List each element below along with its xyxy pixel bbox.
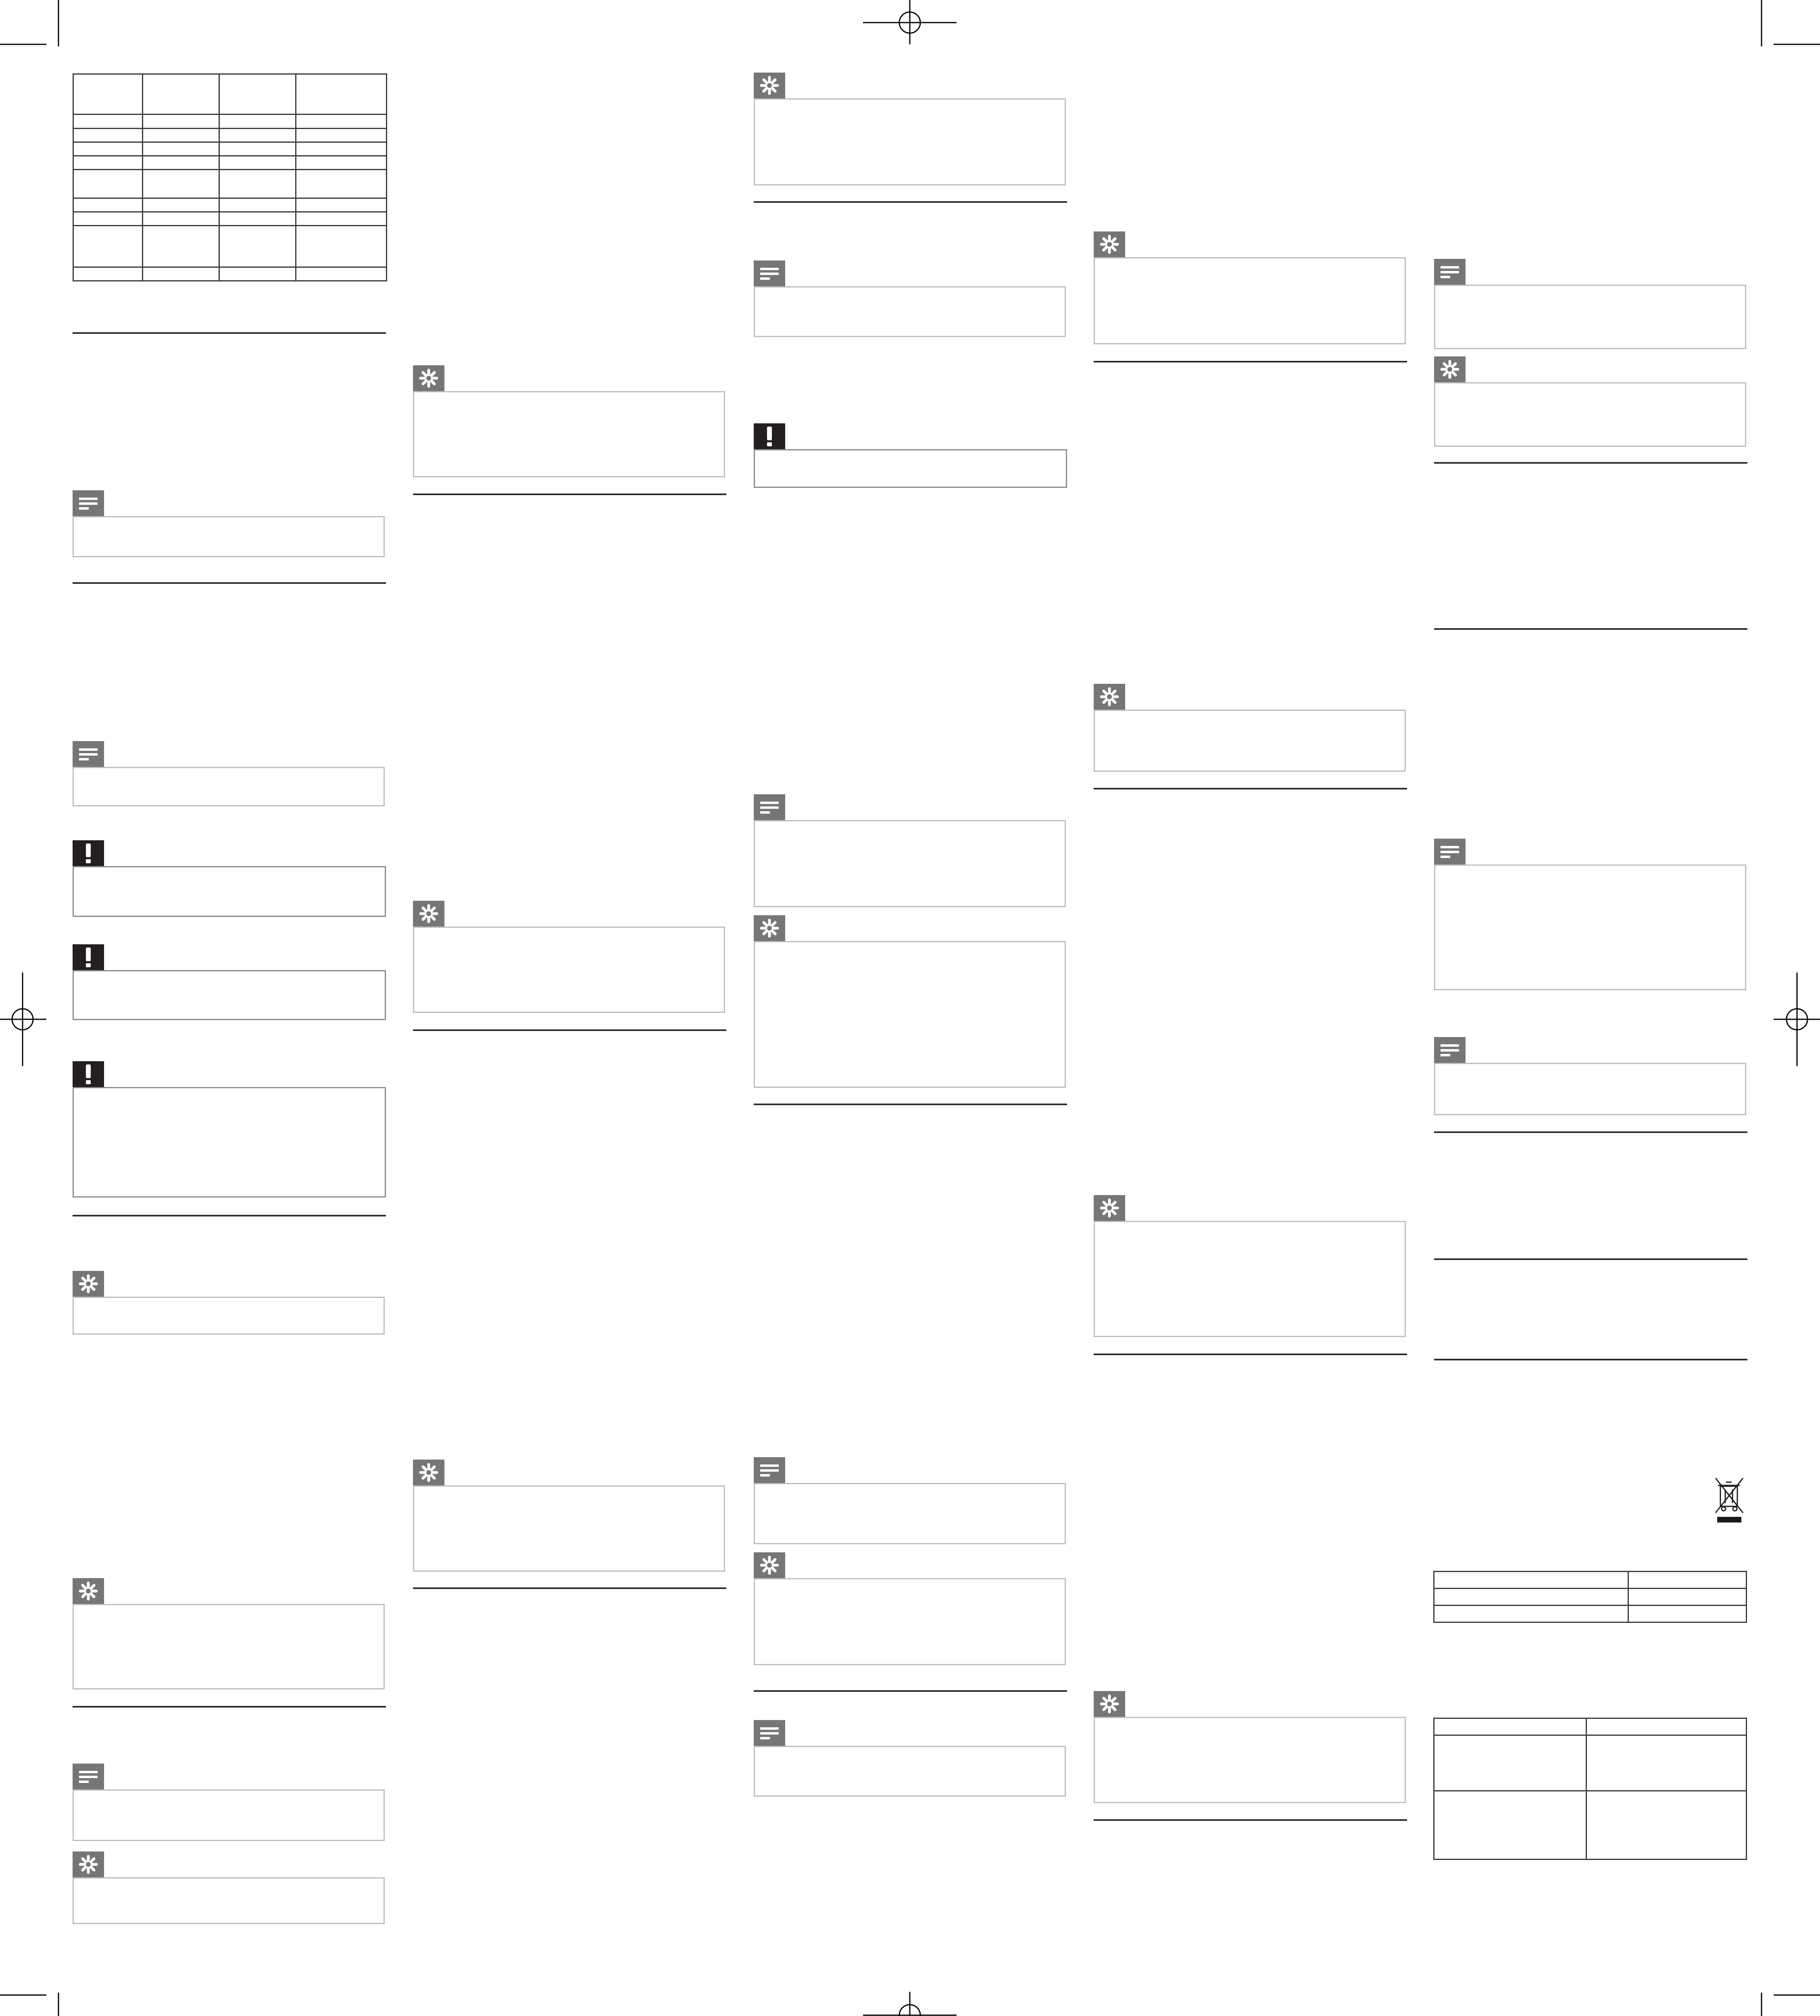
table-cell [1434, 1791, 1587, 1860]
note-callout-box [73, 767, 385, 806]
section-divider [754, 1104, 1067, 1105]
table-cell [219, 198, 296, 212]
tip-callout-box [413, 1485, 725, 1572]
note-lines-icon [754, 1720, 785, 1746]
table-cell [143, 267, 219, 281]
table-cell [1628, 1606, 1747, 1622]
section-divider [73, 1706, 386, 1708]
caution-callout-box [73, 866, 386, 917]
table-cell [296, 226, 387, 267]
tip-asterisk-icon [413, 1460, 444, 1485]
tip-callout-box [1094, 257, 1406, 344]
note-lines-icon [1434, 1037, 1466, 1063]
section-divider [1434, 1131, 1747, 1133]
tip-asterisk-icon [754, 73, 785, 98]
caution-callout-box [754, 449, 1067, 488]
table-cell [1434, 1718, 1587, 1735]
table-cell [143, 198, 219, 212]
tip-asterisk-icon [1434, 356, 1466, 382]
caution-exclamation-icon [73, 944, 104, 970]
spec-table-column-5-a [1433, 1571, 1747, 1623]
table-cell [296, 170, 387, 198]
note-callout-box [754, 1483, 1066, 1544]
tip-callout-box [73, 1604, 385, 1689]
section-divider [413, 494, 726, 495]
section-divider [73, 1215, 386, 1216]
table-cell [296, 156, 387, 170]
note-lines-icon [1434, 839, 1466, 864]
table-cell [73, 142, 143, 156]
table-cell [143, 74, 219, 115]
note-callout-box [754, 1746, 1066, 1797]
table-cell [1434, 1572, 1628, 1589]
table-cell [1628, 1589, 1747, 1606]
section-divider [1094, 1354, 1407, 1355]
note-callout-box [73, 1789, 385, 1841]
tip-callout-box [1094, 1221, 1406, 1337]
spec-table-column-1 [73, 73, 387, 281]
table-cell [73, 212, 143, 225]
table-cell [219, 142, 296, 156]
section-divider [1434, 1359, 1747, 1360]
tip-asterisk-icon [413, 901, 444, 927]
table-cell [296, 74, 387, 115]
table-cell [296, 267, 387, 281]
table-cell [73, 74, 143, 115]
note-lines-icon [73, 490, 104, 516]
table-cell [219, 115, 296, 128]
table-cell [296, 198, 387, 212]
tip-callout-box [1094, 1717, 1406, 1803]
tip-asterisk-icon [73, 1271, 104, 1297]
caution-callout-box [73, 970, 386, 1020]
tip-callout-box [754, 941, 1066, 1088]
table-cell [73, 128, 143, 142]
tip-callout-box [413, 391, 725, 477]
note-callout-box [754, 820, 1066, 907]
table-cell [143, 170, 219, 198]
table-cell [73, 198, 143, 212]
tip-asterisk-icon [73, 1578, 104, 1604]
table-cell [219, 74, 296, 115]
table-cell [219, 226, 296, 267]
tip-asterisk-icon [754, 1552, 785, 1578]
table-cell [143, 156, 219, 170]
table-cell [1434, 1735, 1587, 1791]
note-lines-icon [754, 1457, 785, 1483]
table-cell [296, 212, 387, 225]
table-cell [143, 212, 219, 225]
table-cell [1587, 1791, 1747, 1860]
table-cell [296, 115, 387, 128]
crossed-out-wheelie-bin-icon [1714, 1477, 1745, 1524]
note-lines-icon [73, 741, 104, 767]
table-cell [73, 226, 143, 267]
table-cell [143, 226, 219, 267]
note-callout-box [73, 516, 385, 557]
caution-callout-box [73, 1087, 386, 1198]
tip-callout-box [754, 98, 1066, 185]
section-divider [754, 201, 1067, 203]
table-cell [73, 156, 143, 170]
table-cell [1587, 1718, 1747, 1735]
note-callout-box [754, 286, 1066, 337]
table-cell [219, 170, 296, 198]
tip-asterisk-icon [1094, 231, 1125, 257]
section-divider [1094, 1819, 1407, 1821]
section-divider [73, 332, 386, 334]
table-cell [219, 267, 296, 281]
table-cell [296, 128, 387, 142]
note-callout-box [1434, 285, 1746, 349]
note-lines-icon [73, 1764, 104, 1789]
table-cell [1434, 1589, 1628, 1606]
section-divider [1434, 628, 1747, 630]
tip-asterisk-icon [1094, 684, 1125, 710]
tip-asterisk-icon [413, 365, 444, 391]
section-divider [1434, 1258, 1747, 1260]
note-callout-box [1434, 1063, 1746, 1115]
note-lines-icon [754, 260, 785, 286]
section-divider [73, 582, 386, 584]
tip-callout-box [73, 1877, 385, 1924]
spec-table-column-5-b [1433, 1718, 1747, 1860]
tip-callout-box [413, 927, 725, 1013]
table-cell [73, 115, 143, 128]
table-cell [1587, 1735, 1747, 1791]
section-divider [413, 1587, 726, 1589]
caution-exclamation-icon [754, 423, 785, 449]
tip-asterisk-icon [1094, 1691, 1125, 1717]
tip-callout-box [754, 1578, 1066, 1665]
note-lines-icon [754, 794, 785, 820]
table-cell [219, 212, 296, 225]
table-cell [143, 115, 219, 128]
table-cell [1434, 1606, 1628, 1622]
table-cell [219, 156, 296, 170]
table-cell [73, 267, 143, 281]
table-cell [296, 142, 387, 156]
tip-asterisk-icon [754, 915, 785, 941]
table-cell [73, 170, 143, 198]
table-cell [1628, 1572, 1747, 1589]
table-cell [143, 128, 219, 142]
section-divider [754, 1690, 1067, 1692]
tip-asterisk-icon [1094, 1195, 1125, 1221]
tip-callout-box [1434, 382, 1746, 447]
tip-asterisk-icon [73, 1851, 104, 1877]
tip-callout-box [73, 1297, 385, 1335]
note-lines-icon [1434, 259, 1466, 285]
section-divider [1094, 361, 1407, 362]
table-cell [219, 128, 296, 142]
section-divider [1434, 462, 1747, 464]
table-cell [143, 142, 219, 156]
section-divider [413, 1029, 726, 1031]
note-callout-box [1434, 864, 1746, 990]
tip-callout-box [1094, 710, 1406, 772]
caution-exclamation-icon [73, 1061, 104, 1087]
section-divider [1094, 788, 1407, 789]
caution-exclamation-icon [73, 840, 104, 866]
